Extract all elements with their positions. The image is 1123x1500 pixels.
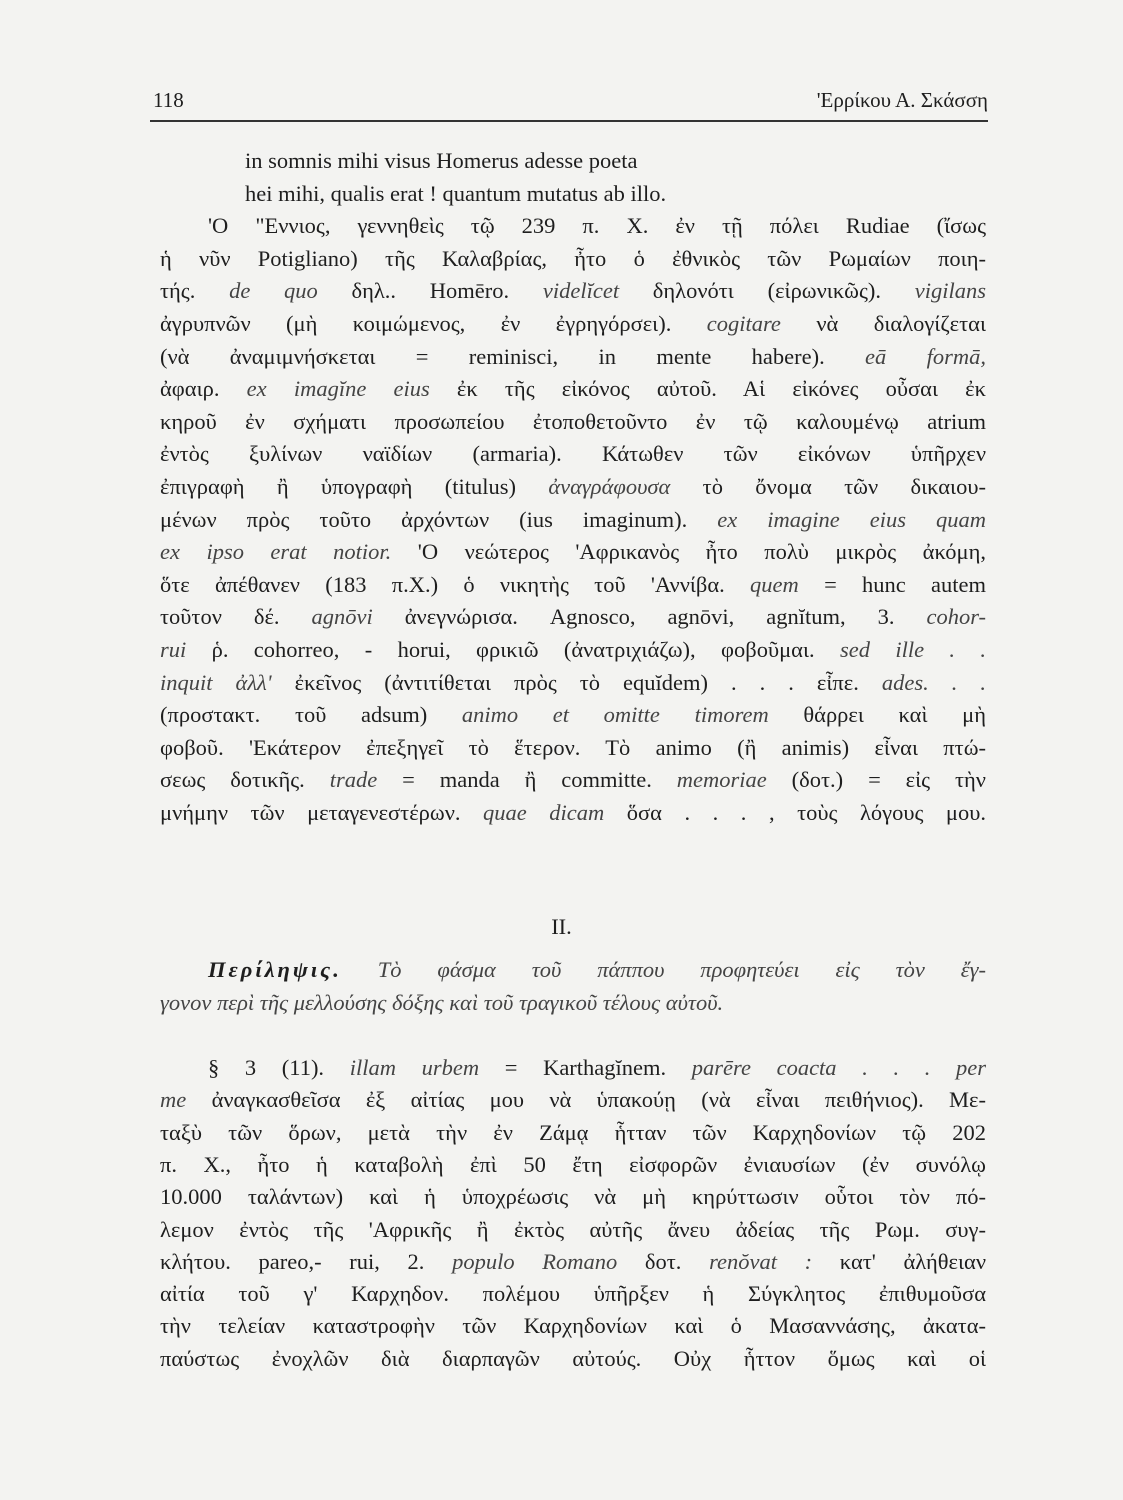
running-header — [153, 88, 988, 118]
italic-run: ex imagĭne eius — [246, 376, 430, 402]
lines_top-line — [245, 179, 666, 209]
text-run: (νὰ ἀναμιμνήσκεται = reminisci, in mente habere). — [160, 343, 866, 369]
italic-run: de quo — [229, 278, 318, 304]
summary-label: Περίληψις. — [208, 957, 342, 982]
italic-run: γονον περὶ τῆς μελλούσης δόξης καὶ τοῦ τραγικοῦ τέλους αὐτοῦ. — [160, 990, 724, 1015]
text-run: κλήτου. pareo,- rui, 2. — [160, 1248, 453, 1274]
italic-run: illam urbem — [349, 1055, 480, 1080]
text-run: 'Ο "Εννιος, γεννηθεὶς τῷ 239 π. Χ. ἐν τῇ πόλει Rudiae (ἴσως — [208, 213, 986, 239]
text-run: τὸ ὄνομα τῶν δικαιου- — [670, 474, 986, 499]
lines_top-line — [160, 570, 986, 600]
summary-line — [160, 955, 986, 985]
text-run: φοβοῦ. 'Εκάτερον ἐπεξηγεῖ τὸ ἕτερον. Τὸ animo (ἢ animis) εἶναι πτώ- — [160, 734, 986, 760]
italic-run: ἀναγράφουσα — [548, 474, 671, 499]
text-run: ὅτε ἀπέθανεν (183 π.Χ.) ὁ νικητὴς τοῦ 'Αννίβα. — [160, 571, 751, 597]
lines_top-line — [160, 276, 986, 306]
italic-run: cohor- — [926, 604, 986, 630]
italic-run: me — [160, 1087, 187, 1113]
italic-run: sed ille . . — [839, 637, 987, 662]
text-run: = hunc autem — [798, 571, 986, 597]
text-run: in somnis mihi visus Homerus adesse poeta — [245, 148, 638, 173]
lines_top-line — [160, 602, 986, 632]
italic-run: memoriae — [676, 767, 767, 793]
section-heading: II. — [551, 914, 572, 939]
text-run: (προστακτ. τοῦ adsum) — [160, 702, 462, 728]
text-run: τὴν τελείαν καταστροφὴν τῶν Καρχηδονίων καὶ ὁ Μασαννάσης, ἀκατα- — [160, 1313, 986, 1339]
lines_bottom-line — [160, 1311, 986, 1341]
italic-run: renŏvat : — [709, 1248, 813, 1274]
italic-run: trade — [329, 767, 378, 793]
lines_top-line — [160, 211, 986, 241]
lines_bottom-line — [160, 1344, 986, 1374]
text-run: τής. — [160, 278, 230, 304]
text-run: π. Χ., ἦτο ἡ καταβολὴ ἐπὶ 50 ἔτη εἰσφορῶν ἐνιαυσίων (ἐν συνόλῳ — [160, 1151, 986, 1177]
lines_top-line — [160, 407, 986, 437]
text-run: ἀγρυπνῶν (μὴ κοιμώμενος, ἐν ἐγρηγόρσει). — [160, 311, 707, 336]
text-run: νὰ διαλογίζεται — [780, 311, 986, 336]
text-run: ἀναγκασθεῖσα ἐξ αἰτίας μου νὰ ὑπακούῃ (νὰ εἶναι πειθήνιος). Με- — [186, 1087, 986, 1113]
text-run: κηροῦ ἐν σχήματι προσωπείου ἐτοποθετοῦντο ἐν τῷ καλουμένῳ atrium — [160, 408, 986, 434]
italic-run: quae dicam — [483, 800, 605, 825]
lines_top-line — [160, 505, 986, 535]
text-run: ἐκ τῆς εἰκόνος αὐτοῦ. Αἱ εἰκόνες οὖσαι ἐκ — [429, 376, 986, 402]
text-run: ἐπιγραφὴ ἢ ὑπογραφὴ (titulus) — [160, 474, 549, 499]
text-run: παύστως ἐνοχλῶν διὰ διαρπαγῶν αὐτούς. Οὐχ ἧττον ὅμως καὶ οἱ — [160, 1345, 986, 1371]
text-run: δοτ. — [617, 1248, 710, 1274]
text-run: = Karthagĭnem. — [479, 1055, 692, 1080]
lines_bottom-line — [160, 1118, 986, 1148]
text-run: ἀφαιρ. — [160, 376, 247, 402]
lines_top-line — [160, 374, 986, 404]
italic-run: populo Romano — [452, 1248, 618, 1274]
italic-run: cogitare — [706, 311, 781, 336]
italic-run: quem — [750, 571, 799, 597]
italic-run: rui — [160, 637, 187, 662]
lines_top-line — [160, 765, 986, 795]
lines_bottom-line — [160, 1182, 986, 1212]
lines_top-line — [160, 700, 986, 730]
italic-run: agnōvi — [311, 604, 373, 630]
text-run: δηλ.. Homēro. — [317, 278, 543, 304]
header-rule — [150, 120, 988, 122]
text-run: = manda ἢ committe. — [377, 767, 677, 793]
italic-run: parēre coacta . . . per — [691, 1055, 986, 1080]
text-run: θάρρει καὶ μὴ — [768, 702, 987, 728]
lines_top-line — [160, 342, 986, 372]
text-run: αἰτία τοῦ γ' Καρχηδον. πολέμου ὑπῆρξεν ἡ Σύγκλητος ἐπιθυμοῦσα — [160, 1281, 986, 1307]
lines_top-line — [160, 537, 986, 567]
text-run: λεμον ἐντὸς τῆς 'Αφρικῆς ἢ ἐκτὸς αὐτῆς ἄνευ ἀδείας τῆς Ρωμ. συγ- — [160, 1216, 986, 1242]
text-run: (δοτ.) = εἰς τὴν — [766, 767, 986, 793]
lines_bottom-line — [160, 1247, 986, 1277]
running-head-author: 'Ερρίκου Α. Σκάσση — [816, 88, 988, 112]
text-run: ἐκεῖνος (ἀντιτίθεται πρὸς τὸ equĭdem) . . . εἶπε. — [271, 669, 882, 695]
text-run: σεως δοτικῆς. — [160, 767, 330, 793]
text-run: ὅσα . . . , τοὺς λόγους μου. — [604, 800, 986, 825]
text-run: ῥ. cohorreo, - horui, φρικιῶ (ἀνατριχιάζω), φοβοῦμαι. — [186, 637, 840, 662]
text-run: κατ' ἀλήθειαν — [812, 1248, 986, 1274]
lines_top-line — [160, 635, 986, 665]
lines_bottom-line — [160, 1279, 986, 1309]
text-run: τοῦτον δέ. — [160, 604, 312, 630]
italic-run: videlĭcet — [542, 278, 620, 304]
text-run: ἐντὸς ξυλίνων ναϊδίων (armaria). Κάτωθεν τῶν εἰκόνων ὑπῆρχεν — [160, 441, 986, 467]
italic-run: eā formā, — [865, 343, 986, 369]
italic-run: inquit ἀλλ' — [160, 669, 272, 695]
lines_bottom-line — [160, 1085, 986, 1115]
text-run: μένων πρὸς τοῦτο ἀρχόντων (ius imaginum). — [160, 506, 718, 532]
lines_bottom-line — [160, 1053, 986, 1083]
text-run: 10.000 ταλάντων) καὶ ἡ ὑποχρέωσις νὰ μὴ κηρύττωσιν οὗτοι τὸν πό- — [160, 1184, 986, 1210]
text-run: § 3 (11). — [208, 1055, 350, 1080]
italic-run: ex imagine eius quam — [717, 506, 986, 532]
text-run: 'Ο νεώτερος 'Αφρικανὸς ἦτο πολὺ μικρὸς ἀκόμη, — [391, 539, 986, 565]
lines_top-line — [160, 439, 986, 469]
lines_top-line — [160, 472, 986, 502]
text-run: ταξὺ τῶν ὅρων, μετὰ τὴν ἐν Ζάμᾳ ἧτταν τῶν Καρχηδονίων τῷ 202 — [160, 1119, 986, 1145]
text-run: hei mihi, qualis erat ! quantum mutatus ab illo. — [245, 180, 667, 206]
lines_bottom-line — [160, 1150, 986, 1180]
italic-run: Τὸ φάσμα τοῦ πάππου προφητεύει εἰς τὸν ἔγ- — [341, 957, 986, 982]
lines_top-line — [160, 309, 986, 339]
lines_top-line — [160, 668, 986, 698]
lines_bottom-line — [160, 1215, 986, 1245]
page-number: 118 — [153, 88, 184, 112]
lines_top-line — [160, 798, 986, 828]
text-run: ἀνεγνώρισα. Agnosco, agnōvi, agnĭtum, 3. — [372, 604, 927, 630]
italic-run: ex ipso erat notior. — [160, 539, 392, 565]
lines_top-line — [160, 733, 986, 763]
summary-line — [160, 988, 986, 1018]
text-run: μνήμην τῶν μεταγενεστέρων. — [160, 800, 484, 825]
italic-run: animo et omitte timorem — [461, 702, 769, 728]
italic-run: ades. . . — [881, 669, 986, 695]
lines_top-line — [160, 244, 986, 274]
italic-run: vigilans — [914, 278, 986, 304]
lines_top-line — [245, 146, 637, 176]
text-run: δηλονότι (εἰρωνικῶς). — [619, 278, 915, 304]
text-run: ἡ νῦν Potigliano) τῆς Καλαβρίας, ἦτο ὁ ἐθνικὸς τῶν Ρωμαίων ποιη- — [160, 245, 986, 271]
